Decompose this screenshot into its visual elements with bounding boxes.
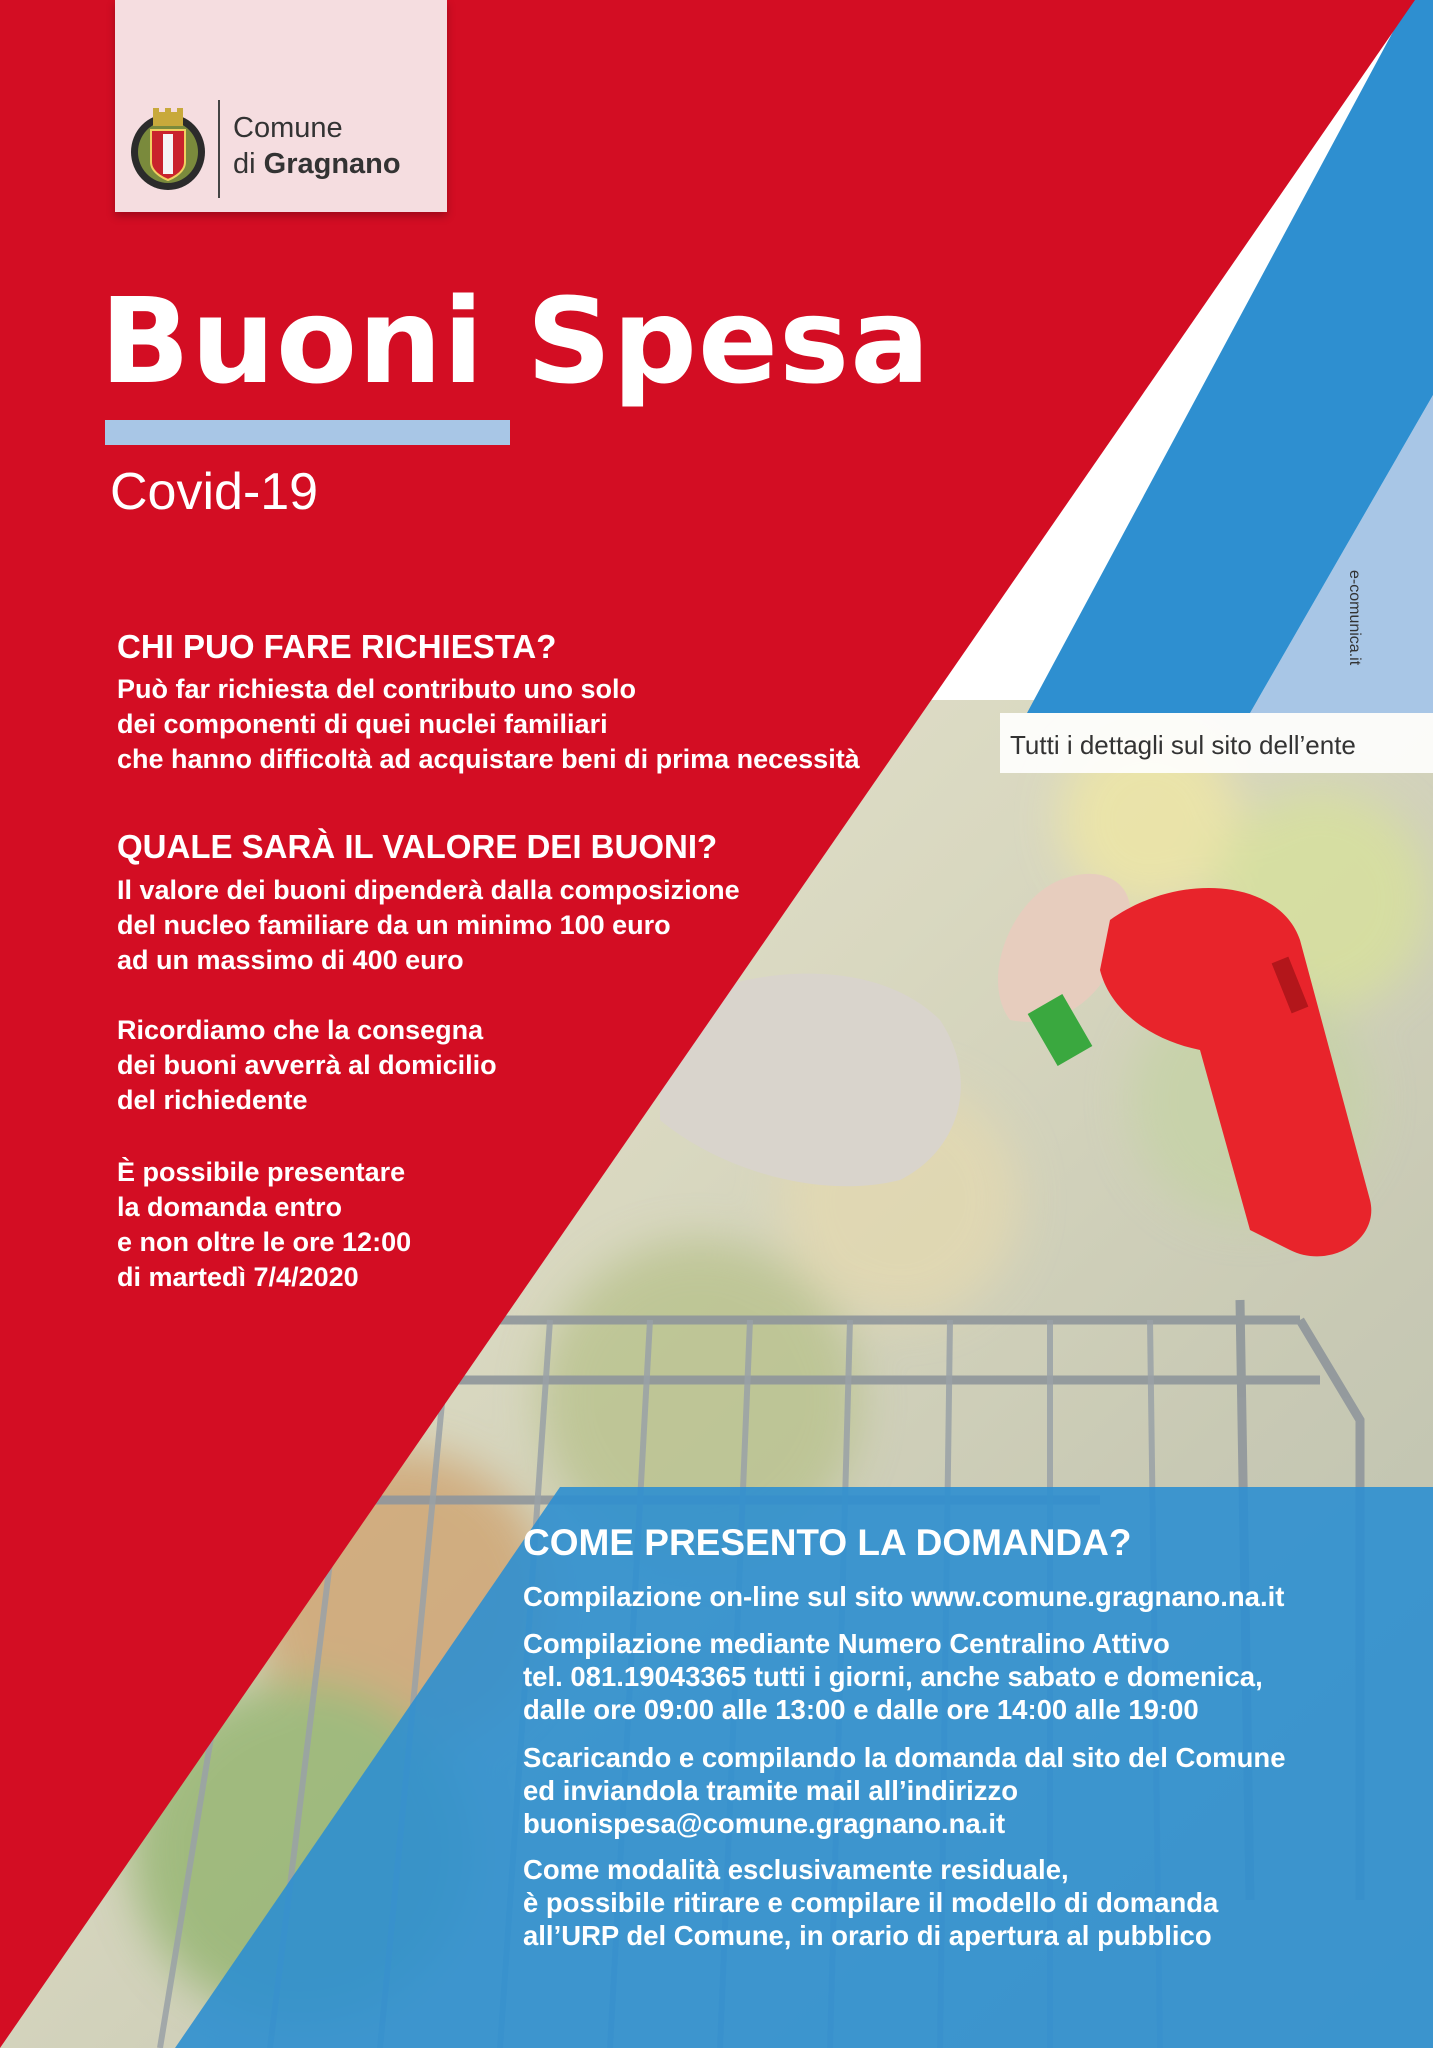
value-heading: QUALE SARÀ IL VALORE DEI BUONI? [117,828,718,865]
how-phone-text: Compilazione mediante Numero Centralino Attivo tel. 081.19043365 tutti i giorni, anche sabato e domenica, dalle ore 09:00 alle 13:00 e dalle ore 14:00 alle 19:00 [523,1628,1263,1725]
who-text: Può far richiesta del contributo uno solo dei componenti di quei nuclei familiari che hanno difficoltà ad acquistare beni di prima necessità [117,674,860,774]
value-text: Il valore dei buoni dipenderà dalla composizione del nucleo familiare da un minimo 100 euro ad un massimo di 400 euro [117,875,740,975]
logo-di-text: di [233,148,256,180]
page-title: Buoni Spesa [100,272,931,410]
logo-comune-text: Comune [233,112,343,144]
logo-gragnano-text [233,148,401,181]
coat-of-arms-icon [129,104,207,192]
page-subtitle: Covid-19 [110,463,319,521]
logo-divider [218,100,220,198]
title-underline [105,420,510,445]
how-online-text: Compilazione on-line sul sito www.comune.gragnano.na.it [523,1581,1285,1612]
how-heading: COME PRESENTO LA DOMANDA? [523,1522,1132,1563]
details-note: Tutti i dettagli sul sito dell’ente [1010,730,1356,760]
who-heading: CHI PUO FARE RICHIESTA? [117,628,557,665]
comune-logo [115,0,447,212]
logo-gragnano-bold: Gragnano [263,148,401,180]
delivery-text: Ricordiamo che la consegna dei buoni avverrà al domicilio del richiedente [117,1015,497,1115]
how-urp-text: Come modalità esclusivamente residuale, è possibile ritirare e compilare il modello di domanda all’URP del Comune, in orario di apertura al pubblico [523,1854,1219,1951]
deadline-text: È possibile presentare la domanda entro e non oltre le ore 12:00 di martedì 7/4/2020 [117,1157,412,1292]
side-credit: e-comunica.it [1346,570,1363,666]
how-email-text: Scaricando e compilando la domanda dal sito del Comune ed inviandola tramite mail all’indirizzo buonispesa@comune.gragnano.na.it [523,1742,1286,1839]
